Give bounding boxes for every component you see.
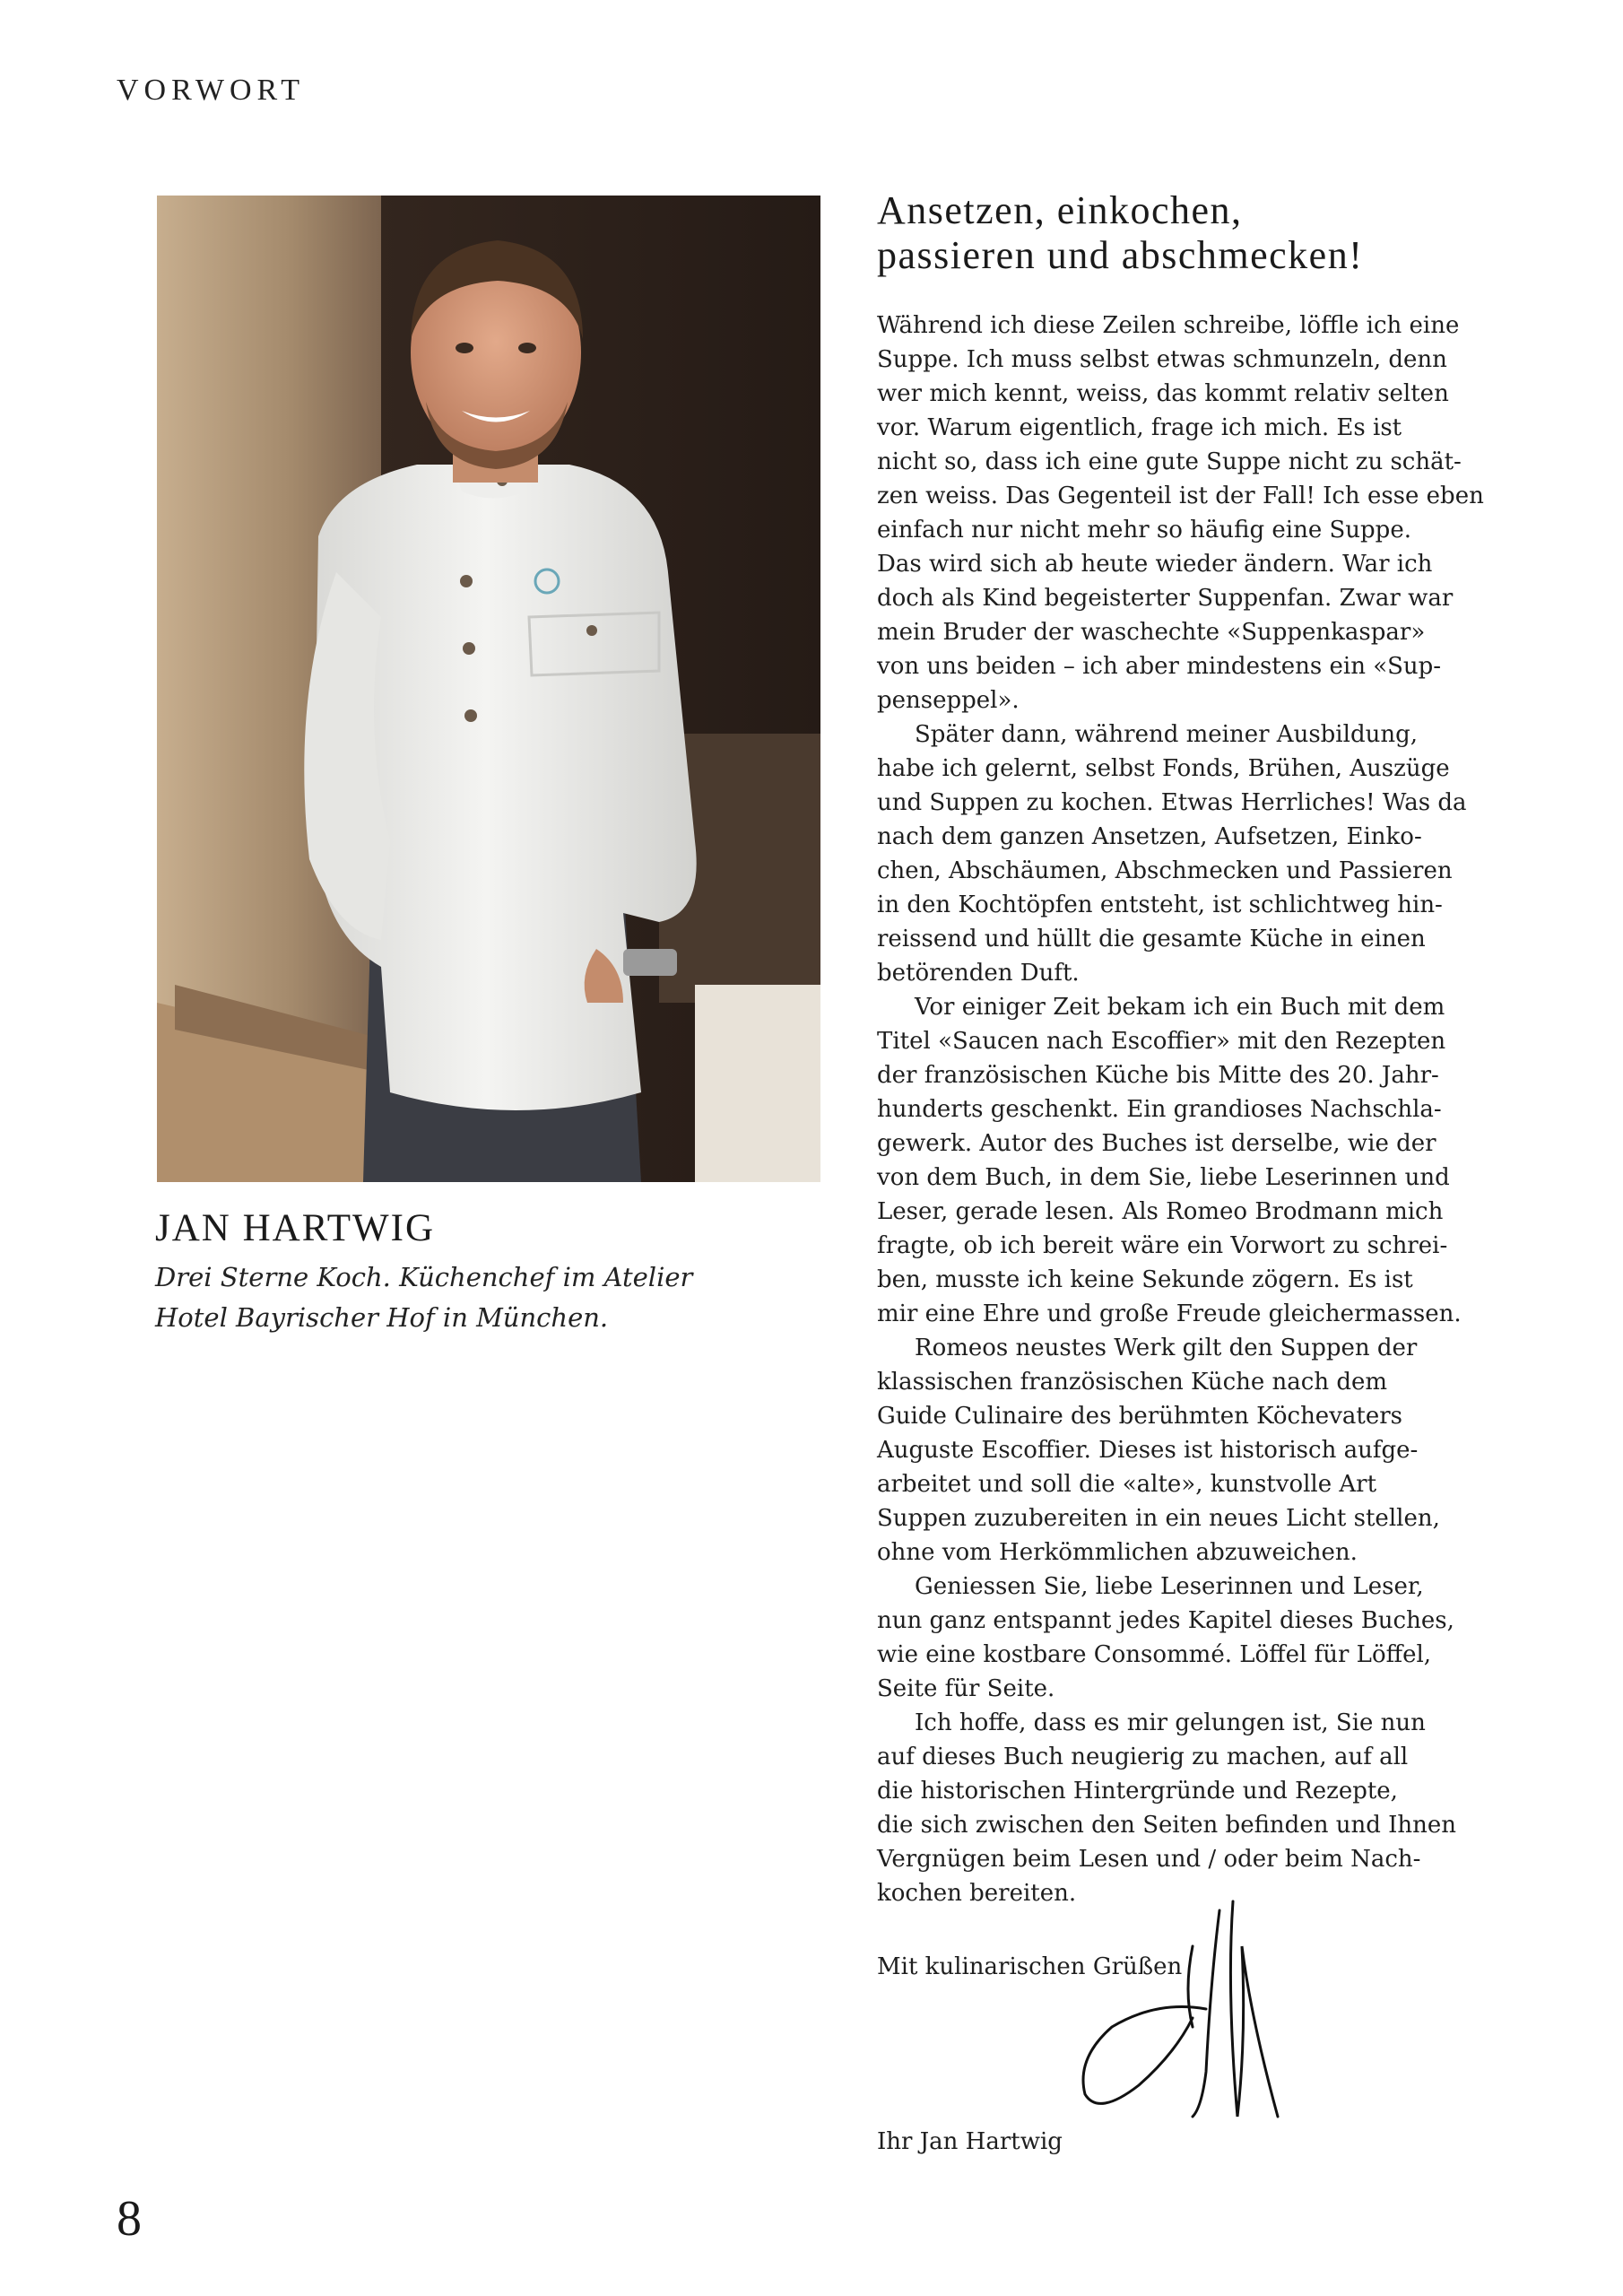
greeting: Mit kulinarischen Grüßen [877, 1953, 1183, 1980]
closing-signoff: Ihr Jan Hartwig [877, 2128, 1063, 2155]
paragraph-line: kochen bereiten. [877, 1880, 1077, 1907]
bio-description [155, 1257, 783, 1338]
paragraph-line: Romeos neustes Werk gilt den Suppen der [915, 1335, 1418, 1361]
paragraph-line: der französischen Küche bis Mitte des 20. Jahr- [877, 1062, 1439, 1089]
paragraph-line: wie eine kostbare Consommé. Löffel für Löffel, [877, 1641, 1432, 1668]
paragraph-line: von dem Buch, in dem Sie, liebe Leserinnen und [877, 1164, 1450, 1191]
paragraph-line: mir eine Ehre und große Freude gleichermassen. [877, 1300, 1462, 1327]
paragraph-line: nun ganz entspannt jedes Kapitel dieses Buches, [877, 1607, 1454, 1634]
section-label: VORWORT [117, 74, 305, 107]
paragraph-line: Auguste Escoffier. Dieses ist historisch aufge- [877, 1437, 1419, 1464]
paragraph-line: wer mich kennt, weiss, das kommt relativ selten [877, 380, 1449, 407]
paragraph-line: auf dieses Buch neugierig zu machen, auf all [877, 1744, 1409, 1770]
paragraph-line: Später dann, während meiner Ausbildung, [915, 721, 1418, 748]
paragraph-line: Vergnügen beim Lesen und / oder beim Nach- [877, 1846, 1421, 1873]
paragraph-line: vor. Warum eigentlich, frage ich mich. Es ist [877, 414, 1402, 441]
paragraph-line: klassischen französischen Küche nach dem [877, 1369, 1388, 1396]
paragraph-line: in den Kochtöpfen entsteht, ist schlichtweg hin- [877, 891, 1443, 918]
bio-description-line: Hotel Bayrischer Hof in München. [155, 1302, 609, 1333]
paragraph-line: die historischen Hintergründe und Rezepte, [877, 1778, 1398, 1805]
paragraph-line: habe ich gelernt, selbst Fonds, Brühen, Auszüge [877, 755, 1450, 782]
paragraph-line: Suppe. Ich muss selbst etwas schmunzeln, denn [877, 346, 1447, 373]
chef-portrait-photo [157, 196, 820, 1182]
paragraph-line: doch als Kind begeisterter Suppenfan. Zwar war [877, 585, 1454, 612]
paragraph-line: penseppel». [877, 687, 1020, 714]
paragraph-line: hunderts geschenkt. Ein grandioses Nachschla- [877, 1096, 1442, 1123]
paragraph-line: fragte, ob ich bereit wäre ein Vorwort zu schrei- [877, 1232, 1448, 1259]
paragraph-line: chen, Abschäumen, Abschmecken und Passieren [877, 857, 1453, 884]
paragraph-line: ohne vom Herkömmlichen abzuweichen. [877, 1539, 1358, 1566]
paragraph-line: und Suppen zu kochen. Etwas Herrliches! Was da [877, 789, 1467, 816]
paragraph-line: Guide Culinaire des berühmten Köchevaters [877, 1403, 1402, 1430]
paragraph-line: Leser, gerade lesen. Als Romeo Brodmann mich [877, 1198, 1444, 1225]
article-heading [877, 188, 1451, 278]
article-paragraph [877, 990, 1462, 1331]
paragraph-line: einfach nur nicht mehr so häufig eine Suppe. [877, 517, 1411, 544]
paragraph-line: nach dem ganzen Ansetzen, Aufsetzen, Einko- [877, 823, 1422, 850]
page-number: 8 [117, 2191, 142, 2247]
paragraph-line: Ich hoffe, dass es mir gelungen ist, Sie nun [915, 1709, 1426, 1736]
paragraph-line: Suppen zuzubereiten in ein neues Licht stellen, [877, 1505, 1440, 1532]
paragraph-line: Vor einiger Zeit bekam ich ein Buch mit dem [915, 994, 1445, 1021]
paragraph-line: Das wird sich ab heute wieder ändern. War ich [877, 551, 1433, 578]
bio-description-line: Drei Sterne Koch. Küchenchef im Atelier [155, 1262, 693, 1292]
article-paragraph [877, 1331, 1451, 1570]
paragraph-line: Geniessen Sie, liebe Leserinnen und Leser, [915, 1573, 1424, 1600]
paragraph-line: Während ich diese Zeilen schreibe, löffle ich eine [877, 312, 1460, 339]
heading-line: passieren und abschmecken! [877, 233, 1364, 277]
article-paragraph [877, 1570, 1454, 1706]
article-body [877, 309, 1484, 1910]
paragraph-line: gewerk. Autor des Buches ist derselbe, wie der [877, 1130, 1436, 1157]
paragraph-line: Titel «Saucen nach Escoffier» mit den Rezepten [877, 1028, 1446, 1055]
article-paragraph [877, 309, 1484, 718]
paragraph-line: nicht so, dass ich eine gute Suppe nicht zu schät- [877, 448, 1462, 475]
portrait-illustration [157, 196, 820, 1182]
paragraph-line: von uns beiden – ich aber mindestens ein «Sup- [877, 653, 1442, 680]
heading-line: Ansetzen, einkochen, [877, 188, 1243, 232]
paragraph-line: mein Bruder der waschechte «Suppenkaspar» [877, 619, 1426, 646]
paragraph-line: betörenden Duft. [877, 960, 1080, 987]
handwritten-signature [1058, 1892, 1300, 2126]
paragraph-line: reissend und hüllt die gesamte Küche in einen [877, 926, 1426, 952]
article-paragraph [877, 1706, 1457, 1910]
paragraph-line: ben, musste ich keine Sekunde zögern. Es ist [877, 1266, 1413, 1293]
bio-name: JAN HARTWIG [155, 1207, 436, 1249]
paragraph-line: zen weiss. Das Gegenteil ist der Fall! Ich esse eben [877, 483, 1484, 509]
paragraph-line: Seite für Seite. [877, 1675, 1055, 1702]
paragraph-line: die sich zwischen den Seiten befinden und Ihnen [877, 1812, 1457, 1839]
article-paragraph [877, 718, 1467, 990]
paragraph-line: arbeitet und soll die «alte», kunstvolle Art [877, 1471, 1377, 1498]
